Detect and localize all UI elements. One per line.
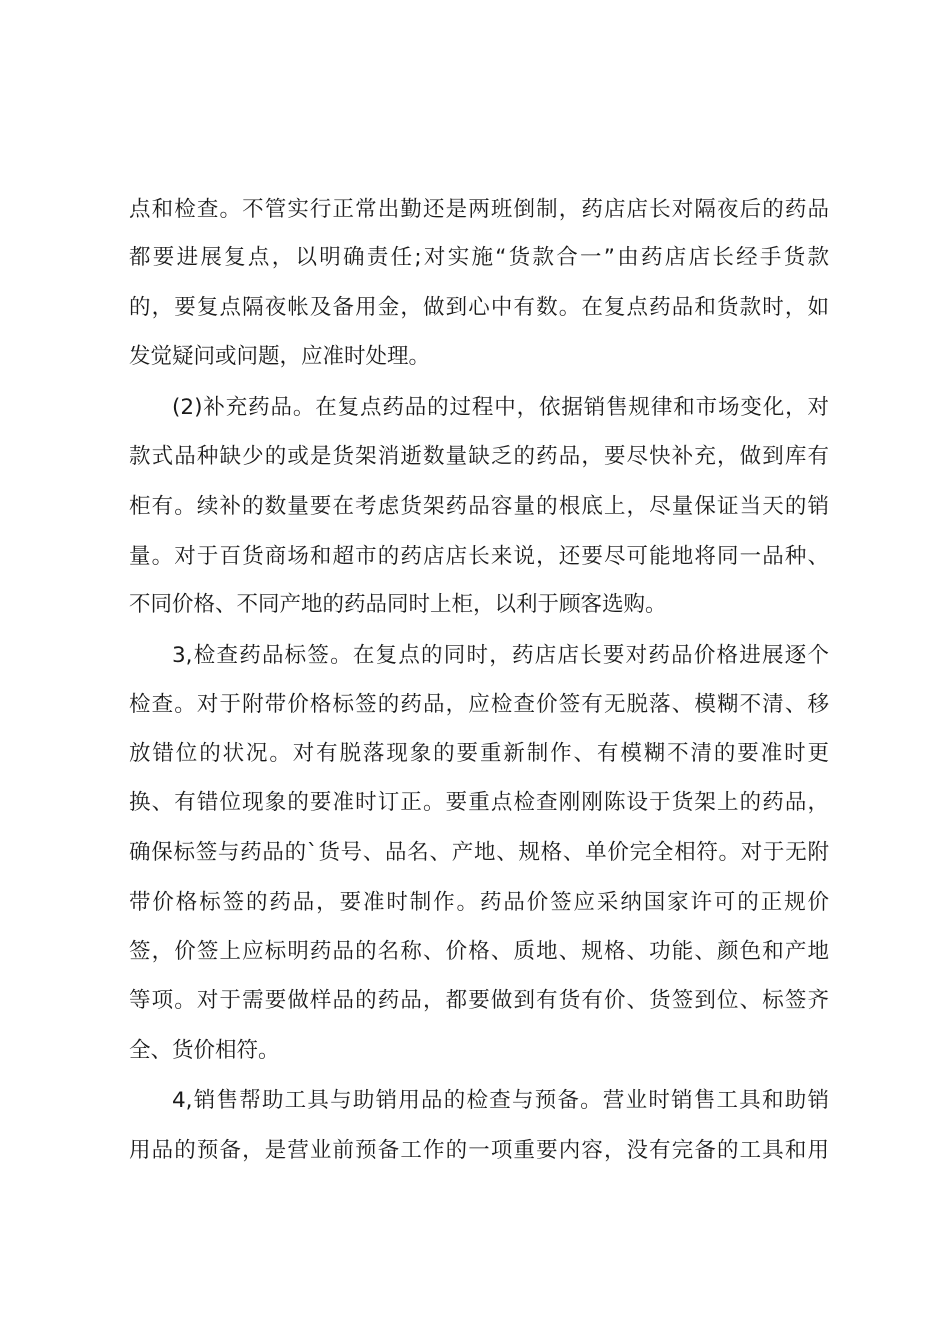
text-line: 检查。对于附带价格标签的药品，应检查价签有无脱落、模糊不清、移: [129, 692, 829, 717]
text-line: 放错位的状况。对有脱落现象的要重新制作、有模糊不清的要准时更: [129, 741, 829, 766]
text-line: 用品的预备，是营业前预备工作的一项重要内容，没有完备的工具和用: [129, 1138, 829, 1163]
text-line: 都要进展复点，以明确责任;对实施“货款合一”由药店店长经手货款: [129, 245, 829, 270]
text-line: 点和检查。不管实行正常出勤还是两班倒制，药店店长对隔夜后的药品: [129, 197, 829, 222]
paragraph-first-line: 3,检查药品标签。在复点的同时，药店店长要对药品价格进展逐个: [172, 643, 829, 668]
text-line: 款式品种缺少的或是货架消逝数量缺乏的药品，要尽快补充，做到库有: [129, 444, 829, 469]
text-line: 确保标签与药品的`货号、品名、产地、规格、单价完全相符。对于无附: [129, 840, 829, 865]
text-line: 量。对于百货商场和超市的药店店长来说，还要尽可能地将同一品种、: [129, 544, 829, 569]
paragraph-first-line: 4,销售帮助工具与助销用品的检查与预备。营业时销售工具和助销: [172, 1088, 829, 1113]
text-line: 柜有。续补的数量要在考虑货架药品容量的根底上，尽量保证当天的销: [129, 494, 829, 519]
text-line: 换、有错位现象的要准时订正。要重点检查刚刚陈设于货架上的药品，: [129, 790, 829, 815]
text-line: 不同价格、不同产地的药品同时上柜，以利于顾客选购。: [129, 592, 667, 617]
text-line: 的，要复点隔夜帐及备用金，做到心中有数。在复点药品和货款时，如: [129, 295, 829, 320]
paragraph-first-line: (2)补充药品。在复点药品的过程中，依据销售规律和市场变化，对: [172, 395, 829, 420]
text-line: 带价格标签的药品，要准时制作。药品价签应采纳国家许可的正规价: [129, 890, 829, 915]
text-line: 等项。对于需要做样品的药品，都要做到有货有价、货签到位、标签齐: [129, 988, 829, 1013]
text-line: 发觉疑问或问题，应准时处理。: [129, 344, 431, 369]
text-line: 全、货价相符。: [129, 1038, 280, 1063]
text-line: 签，价签上应标明药品的名称、价格、质地、规格、功能、颜色和产地: [129, 939, 829, 964]
